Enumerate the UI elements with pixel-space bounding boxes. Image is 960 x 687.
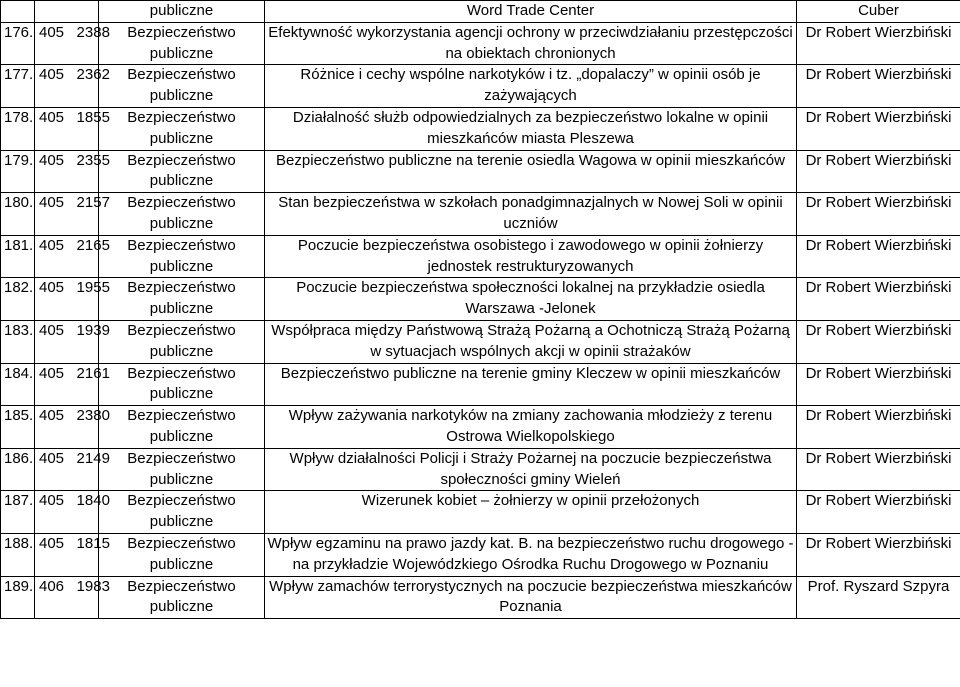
row-title: Różnice i cechy wspólne narkotyków i tz. „dopalaczy” w opinii osób je zażywających bbox=[265, 65, 797, 108]
row-title: Wpływ zamachów terrorystycznych na poczucie bezpieczeństwa mieszkańców Poznania bbox=[265, 576, 797, 619]
row-category: Bezpieczeństwo publiczne bbox=[99, 22, 265, 65]
row-title: Efektywność wykorzystania agencji ochrony w przeciwdziałaniu przestępczości na obiektach chronionych bbox=[265, 22, 797, 65]
row-supervisor: Prof. Ryszard Szpyra bbox=[797, 576, 960, 619]
header-row bbox=[1, 1, 960, 23]
row-institute-code: 405 bbox=[39, 236, 65, 254]
table-row bbox=[1, 235, 960, 278]
row-supervisor: Dr Robert Wierzbiński bbox=[797, 22, 960, 65]
row-thesis-id: 2165 bbox=[76, 236, 110, 254]
row-number: 185. bbox=[1, 406, 35, 449]
row-number: 180. bbox=[1, 193, 35, 236]
table-row bbox=[1, 107, 960, 150]
row-category: Bezpieczeństwo publiczne bbox=[99, 576, 265, 619]
row-code bbox=[35, 107, 110, 150]
row-number: 181. bbox=[1, 235, 35, 278]
row-institute-code: 405 bbox=[39, 108, 65, 126]
header-title: Word Trade Center bbox=[265, 1, 797, 23]
row-category: Bezpieczeństwo publiczne bbox=[99, 107, 265, 150]
table-row bbox=[1, 22, 960, 65]
table-row bbox=[1, 406, 960, 449]
row-supervisor: Dr Robert Wierzbiński bbox=[797, 491, 960, 534]
row-title: Bezpieczeństwo publiczne na terenie osiedla Wagowa w opinii mieszkańców bbox=[265, 150, 797, 193]
row-institute-code: 405 bbox=[39, 23, 65, 41]
row-thesis-id: 2149 bbox=[76, 449, 110, 467]
header-author: Cuber bbox=[797, 1, 960, 23]
row-institute-code: 405 bbox=[39, 492, 65, 510]
table-row bbox=[1, 448, 960, 491]
row-number: 182. bbox=[1, 278, 35, 321]
row-code bbox=[35, 491, 110, 534]
table-row bbox=[1, 533, 960, 576]
row-category: Bezpieczeństwo publiczne bbox=[99, 448, 265, 491]
row-supervisor: Dr Robert Wierzbiński bbox=[797, 363, 960, 406]
row-title: Wizerunek kobiet – żołnierzy w opinii przełożonych bbox=[265, 491, 797, 534]
row-supervisor: Dr Robert Wierzbiński bbox=[797, 278, 960, 321]
row-code bbox=[35, 448, 110, 491]
row-supervisor: Dr Robert Wierzbiński bbox=[797, 533, 960, 576]
row-supervisor: Dr Robert Wierzbiński bbox=[797, 150, 960, 193]
row-institute-code: 405 bbox=[39, 534, 65, 552]
row-institute-code: 406 bbox=[39, 577, 65, 595]
row-title: Wpływ działalności Policji i Straży Pożarnej na poczucie bezpieczeństwa społeczności gminy Wieleń bbox=[265, 448, 797, 491]
row-title: Wpływ zażywania narkotyków na zmiany zachowania młodzieży z terenu Ostrowa Wielkopolskiego bbox=[265, 406, 797, 449]
row-category: Bezpieczeństwo publiczne bbox=[99, 150, 265, 193]
row-category: Bezpieczeństwo publiczne bbox=[99, 235, 265, 278]
row-number: 183. bbox=[1, 320, 35, 363]
row-category: Bezpieczeństwo publiczne bbox=[99, 406, 265, 449]
row-title: Poczucie bezpieczeństwa społeczności lokalnej na przykładzie osiedla Warszawa -Jelonek bbox=[265, 278, 797, 321]
header-id bbox=[35, 1, 99, 23]
row-thesis-id: 2388 bbox=[76, 23, 110, 41]
header-num bbox=[1, 1, 35, 23]
row-supervisor: Dr Robert Wierzbiński bbox=[797, 320, 960, 363]
row-category: Bezpieczeństwo publiczne bbox=[99, 193, 265, 236]
row-thesis-id: 2157 bbox=[76, 194, 110, 212]
row-category: Bezpieczeństwo publiczne bbox=[99, 533, 265, 576]
row-thesis-id: 1815 bbox=[76, 534, 110, 552]
row-supervisor: Dr Robert Wierzbiński bbox=[797, 107, 960, 150]
row-number: 186. bbox=[1, 448, 35, 491]
row-number: 188. bbox=[1, 533, 35, 576]
row-institute-code: 405 bbox=[39, 407, 65, 425]
row-number: 179. bbox=[1, 150, 35, 193]
row-thesis-id: 2362 bbox=[76, 66, 110, 84]
row-code bbox=[35, 576, 110, 619]
row-supervisor: Dr Robert Wierzbiński bbox=[797, 65, 960, 108]
row-number: 177. bbox=[1, 65, 35, 108]
row-title: Bezpieczeństwo publiczne na terenie gminy Kleczew w opinii mieszkańców bbox=[265, 363, 797, 406]
row-number: 184. bbox=[1, 363, 35, 406]
row-title: Działalność służb odpowiedzialnych za bezpieczeństwo lokalne w opinii mieszkańców miasta Pleszewa bbox=[265, 107, 797, 150]
table-row bbox=[1, 320, 960, 363]
row-thesis-id: 1840 bbox=[76, 492, 110, 510]
row-supervisor: Dr Robert Wierzbiński bbox=[797, 448, 960, 491]
row-code bbox=[35, 235, 110, 278]
row-code bbox=[35, 150, 110, 193]
row-thesis-id: 2380 bbox=[76, 407, 110, 425]
row-code bbox=[35, 22, 110, 65]
table-row bbox=[1, 278, 960, 321]
row-category: Bezpieczeństwo publiczne bbox=[99, 363, 265, 406]
table-row bbox=[1, 65, 960, 108]
row-title: Współpraca między Państwową Strażą Pożarną a Ochotniczą Strażą Pożarną w sytuacjach wspólnych akcji w opinii strażaków bbox=[265, 320, 797, 363]
row-title: Wpływ egzaminu na prawo jazdy kat. B. na bezpieczeństwo ruchu drogowego -na przykładzie Wojewódzkiego Ośrodka Ruchu Drogowego w Poznaniu bbox=[265, 533, 797, 576]
row-category: Bezpieczeństwo publiczne bbox=[99, 320, 265, 363]
row-number: 189. bbox=[1, 576, 35, 619]
table-row bbox=[1, 491, 960, 534]
row-thesis-id: 1939 bbox=[76, 321, 110, 339]
row-institute-code: 405 bbox=[39, 321, 65, 339]
row-category: Bezpieczeństwo publiczne bbox=[99, 65, 265, 108]
row-category: Bezpieczeństwo publiczne bbox=[99, 491, 265, 534]
row-institute-code: 405 bbox=[39, 449, 65, 467]
table-row bbox=[1, 576, 960, 619]
row-code bbox=[35, 65, 110, 108]
row-number: 178. bbox=[1, 107, 35, 150]
row-institute-code: 405 bbox=[39, 364, 65, 382]
row-code bbox=[35, 278, 110, 321]
row-institute-code: 405 bbox=[39, 151, 65, 169]
row-thesis-id: 2355 bbox=[76, 151, 110, 169]
row-code bbox=[35, 193, 110, 236]
row-title: Poczucie bezpieczeństwa osobistego i zawodowego w opinii żołnierzy jednostek restrukturyzowanych bbox=[265, 235, 797, 278]
table-row bbox=[1, 363, 960, 406]
row-number: 176. bbox=[1, 22, 35, 65]
row-institute-code: 405 bbox=[39, 279, 65, 297]
row-supervisor: Dr Robert Wierzbiński bbox=[797, 406, 960, 449]
row-thesis-id: 2161 bbox=[76, 364, 110, 382]
row-code bbox=[35, 406, 110, 449]
header-category: publiczne bbox=[99, 1, 265, 23]
row-thesis-id: 1983 bbox=[76, 577, 110, 595]
row-institute-code: 405 bbox=[39, 194, 65, 212]
row-number: 187. bbox=[1, 491, 35, 534]
row-code bbox=[35, 533, 110, 576]
table-row bbox=[1, 193, 960, 236]
row-thesis-id: 1955 bbox=[76, 279, 110, 297]
row-thesis-id: 1855 bbox=[76, 108, 110, 126]
table-row bbox=[1, 150, 960, 193]
row-title: Stan bezpieczeństwa w szkołach ponadgimnazjalnych w Nowej Soli w opinii uczniów bbox=[265, 193, 797, 236]
row-code bbox=[35, 363, 110, 406]
row-code bbox=[35, 320, 110, 363]
row-institute-code: 405 bbox=[39, 66, 65, 84]
row-supervisor: Dr Robert Wierzbiński bbox=[797, 193, 960, 236]
row-supervisor: Dr Robert Wierzbiński bbox=[797, 235, 960, 278]
row-category: Bezpieczeństwo publiczne bbox=[99, 278, 265, 321]
